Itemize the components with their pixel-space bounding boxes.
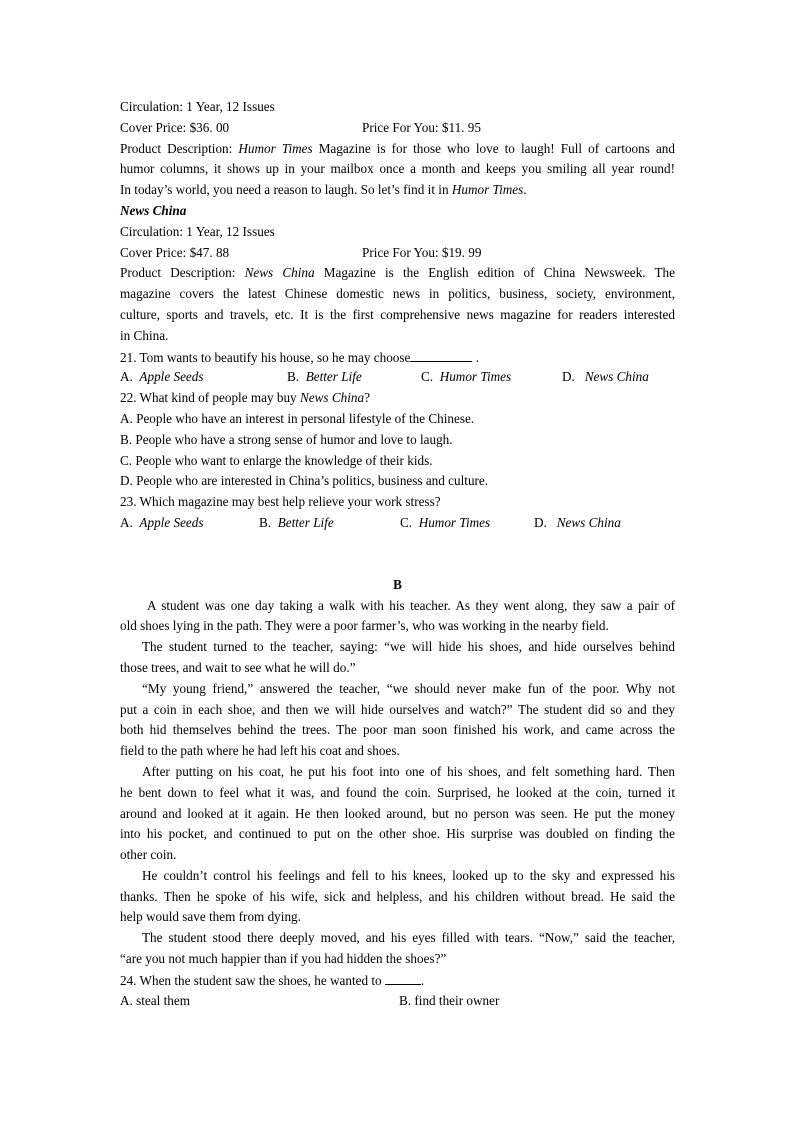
- passage-line: around and looked at it again. He then looked around, but no person was seen. He put the money: [120, 805, 675, 821]
- humor-times-desc-line-1: Product Description: Humor Times Magazine is for those who love to laugh! Full of cartoons and: [120, 140, 675, 156]
- section-gap: [120, 534, 675, 575]
- humor-times-circulation: Circulation: 1 Year, 12 Issues: [120, 99, 275, 114]
- passage-line: “My young friend,” answered the teacher, “we should never make fun of the poor. Why not: [142, 680, 675, 696]
- passage-line: A student was one day taking a walk with his teacher. As they went along, they saw a pair of: [147, 597, 675, 613]
- news-china-heading: News China: [120, 202, 187, 218]
- q24-option-b: B. find their owner: [399, 992, 500, 1008]
- q23-option-c: C. Humor Times: [400, 514, 491, 530]
- question-21-stem: 21. Tom wants to beautify his house, so he may choose .: [120, 347, 675, 368]
- q21-option-d: D. News China: [562, 369, 649, 385]
- section-b-heading: B: [393, 576, 402, 592]
- question-24-options: [120, 991, 675, 1012]
- passage-line: into his pocket, and continued to put on the other shoe. His surprise was doubled on finding the: [120, 826, 675, 842]
- passage-line: thanks. Then he spoke of his wife, sick and helpless, and his children without bread. He said the: [120, 888, 675, 904]
- news-china-desc-line-1: Product Description: News China Magazine is the English edition of China Newsweek. The: [120, 265, 675, 281]
- news-china-cover-price: Cover Price: $47. 88: [120, 244, 230, 260]
- passage-line: field to the path where he had left his coat and shoes.: [120, 743, 400, 759]
- news-china-desc-line-2: magazine covers the latest Chinese domestic news in politics, business, society, environment,: [120, 286, 675, 302]
- q24-option-a: A. steal them: [120, 992, 190, 1008]
- passage-line: those trees, and wait to see what he will do.”: [120, 659, 356, 675]
- passage-line: old shoes lying in the path. They were a poor farmer’s, who was working in the nearby field.: [120, 618, 609, 634]
- answer-blank: [410, 347, 472, 362]
- humor-times-desc-line-3: In today’s world, you need a reason to laugh. So let’s find it in Humor Times.: [120, 182, 527, 198]
- humor-times-desc-line-2: humor columns, it shows up in your mailbox once a month and keeps you smiling all year round!: [120, 161, 675, 177]
- passage-line: other coin.: [120, 847, 177, 863]
- document-page: [120, 97, 675, 1011]
- q23-option-a: A. Apple Seeds: [120, 514, 204, 530]
- passage-line: The student turned to the teacher, saying: “we will hide his shoes, and hide ourselves behind: [142, 639, 675, 655]
- q21-option-c: C. Humor Times: [421, 369, 512, 385]
- news-china-circulation: Circulation: 1 Year, 12 Issues: [120, 223, 275, 239]
- humor-times-price-for-you: Price For You: $11. 95: [362, 119, 481, 135]
- passage-line: “are you not much happier than if you had hidden the shoes?”: [120, 951, 447, 967]
- passage-line: help would save them from dying.: [120, 909, 301, 925]
- question-23-stem: 23. Which magazine may best help relieve your work stress?: [120, 494, 441, 510]
- passage-line: he bent down to feel what it was, and found the coin. Surprised, he looked at the coin, turned it: [120, 784, 675, 800]
- news-china-prices: [120, 243, 675, 264]
- q23-option-b: B. Better Life: [259, 514, 334, 530]
- q22-option-b: B. People who have a strong sense of humor and love to laugh.: [120, 431, 453, 447]
- humor-times-cover-price: Cover Price: $36. 00: [120, 119, 230, 135]
- news-china-desc-line-4: in China.: [120, 327, 169, 343]
- question-23-options: [120, 513, 675, 534]
- question-22-stem: 22. What kind of people may buy News China?: [120, 390, 370, 406]
- news-china-desc-line-3: culture, sports and travels, etc. It is the first comprehensive news magazine for readers interested: [120, 306, 675, 322]
- q22-option-c: C. People who want to enlarge the knowledge of their kids.: [120, 452, 433, 468]
- passage-line: After putting on his coat, he put his foot into one of his shoes, and felt something hard. Then: [142, 763, 675, 779]
- passage-line: The student stood there deeply moved, and his eyes filled with tears. “Now,” said the teacher,: [142, 930, 675, 946]
- passage-line: He couldn’t control his feelings and fell to his knees, looked up to the sky and expressed his: [142, 867, 675, 883]
- q21-option-a: A. Apple Seeds: [120, 369, 204, 385]
- question-21-options: [120, 367, 675, 388]
- passage-line: put a coin in each shoe, and then we will hide ourselves and watch?” The student did so and they: [120, 701, 675, 717]
- q22-option-d: D. People who are interested in China’s politics, business and culture.: [120, 473, 489, 489]
- news-china-price-for-you: Price For You: $19. 99: [362, 244, 482, 260]
- humor-times-prices: [120, 118, 675, 139]
- answer-blank: [385, 970, 421, 985]
- question-24-stem: 24. When the student saw the shoes, he wanted to .: [120, 970, 675, 991]
- q23-option-d: D. News China: [534, 514, 621, 530]
- q21-option-b: B. Better Life: [287, 369, 362, 385]
- passage-line: both hid themselves behind the trees. The poor man soon finished his work, and came across the: [120, 722, 675, 738]
- q22-option-a: A. People who have an interest in personal lifestyle of the Chinese.: [120, 410, 475, 426]
